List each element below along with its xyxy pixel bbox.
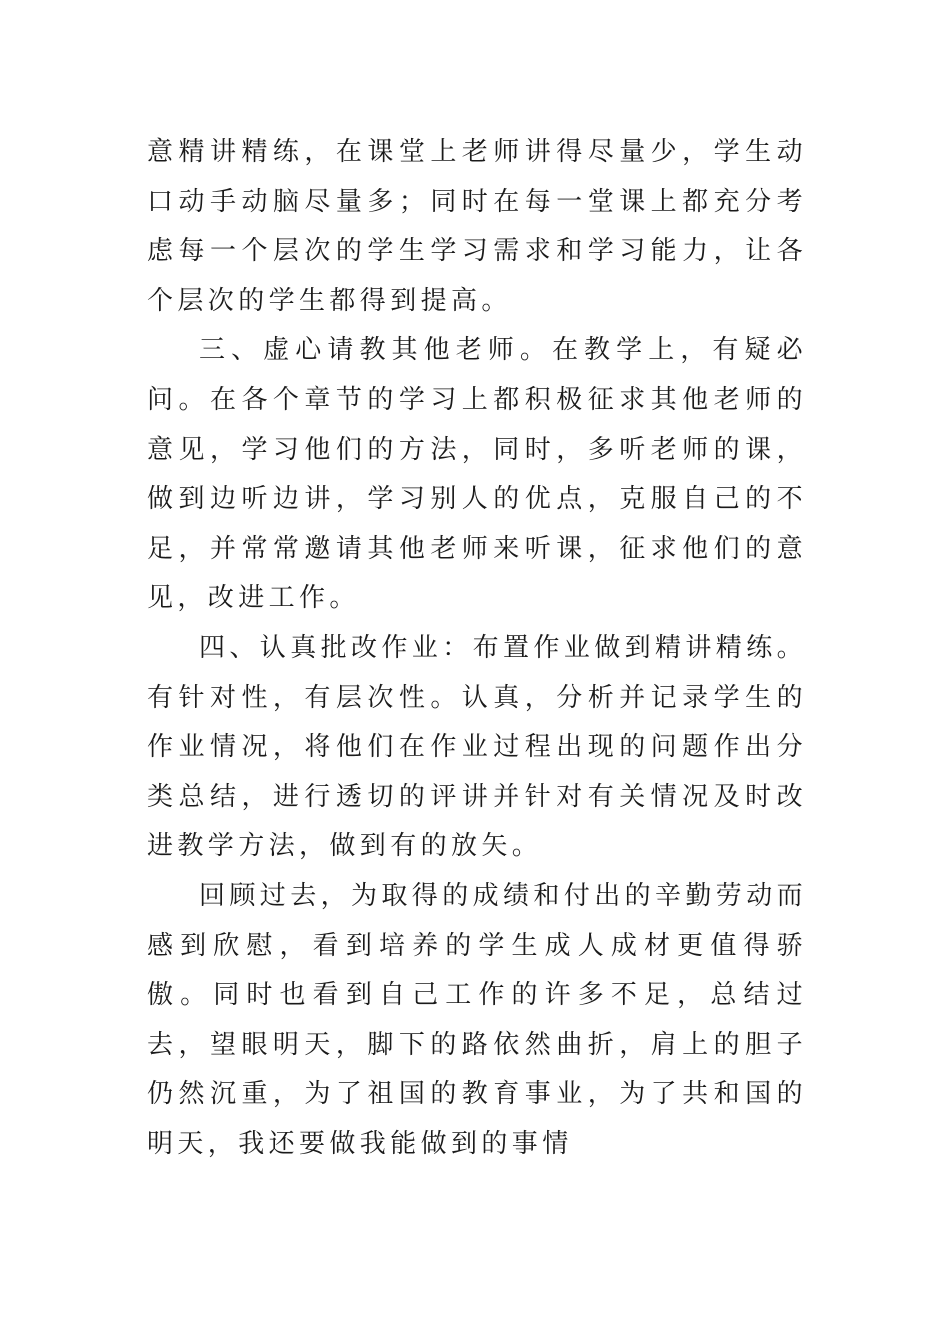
- paragraph-2: 三、虚心请教其他老师。在教学上，有疑必问。在各个章节的学习上都积极征求其他老师的意见，学习他们的方法，同时，多听老师的课，做到边听边讲，学习别人的优点，克服自己的不足，并常常邀请其他老师来听课，征求他们的意见，改进工作。: [147, 335, 807, 614]
- paragraph-4: 回顾过去，为取得的成绩和付出的辛勤劳动而感到欣慰，看到培养的学生成人成材更值得骄傲。同时也看到自己工作的许多不足，总结过去，望眼明天，脚下的路依然曲折，肩上的胆子仍然沉重，为了祖国的教育事业，为了共和国的明天，我还要做我能做到的事情: [147, 880, 808, 1159]
- document-body: [147, 128, 807, 1169]
- paragraph-3: 四、认真批改作业：布置作业做到精讲精练。有针对性，有层次性。认真，分析并记录学生的作业情况，将他们在作业过程出现的问题作出分类总结，进行透切的评讲并针对有关情况及时改进教学方法，做到有的放矢。: [147, 632, 808, 862]
- paragraph-1: 意精讲精练，在课堂上老师讲得尽量少，学生动口动手动脑尽量多；同时在每一堂课上都充分考虑每一个层次的学生学习需求和学习能力，让各个层次的学生都得到提高。: [147, 137, 807, 316]
